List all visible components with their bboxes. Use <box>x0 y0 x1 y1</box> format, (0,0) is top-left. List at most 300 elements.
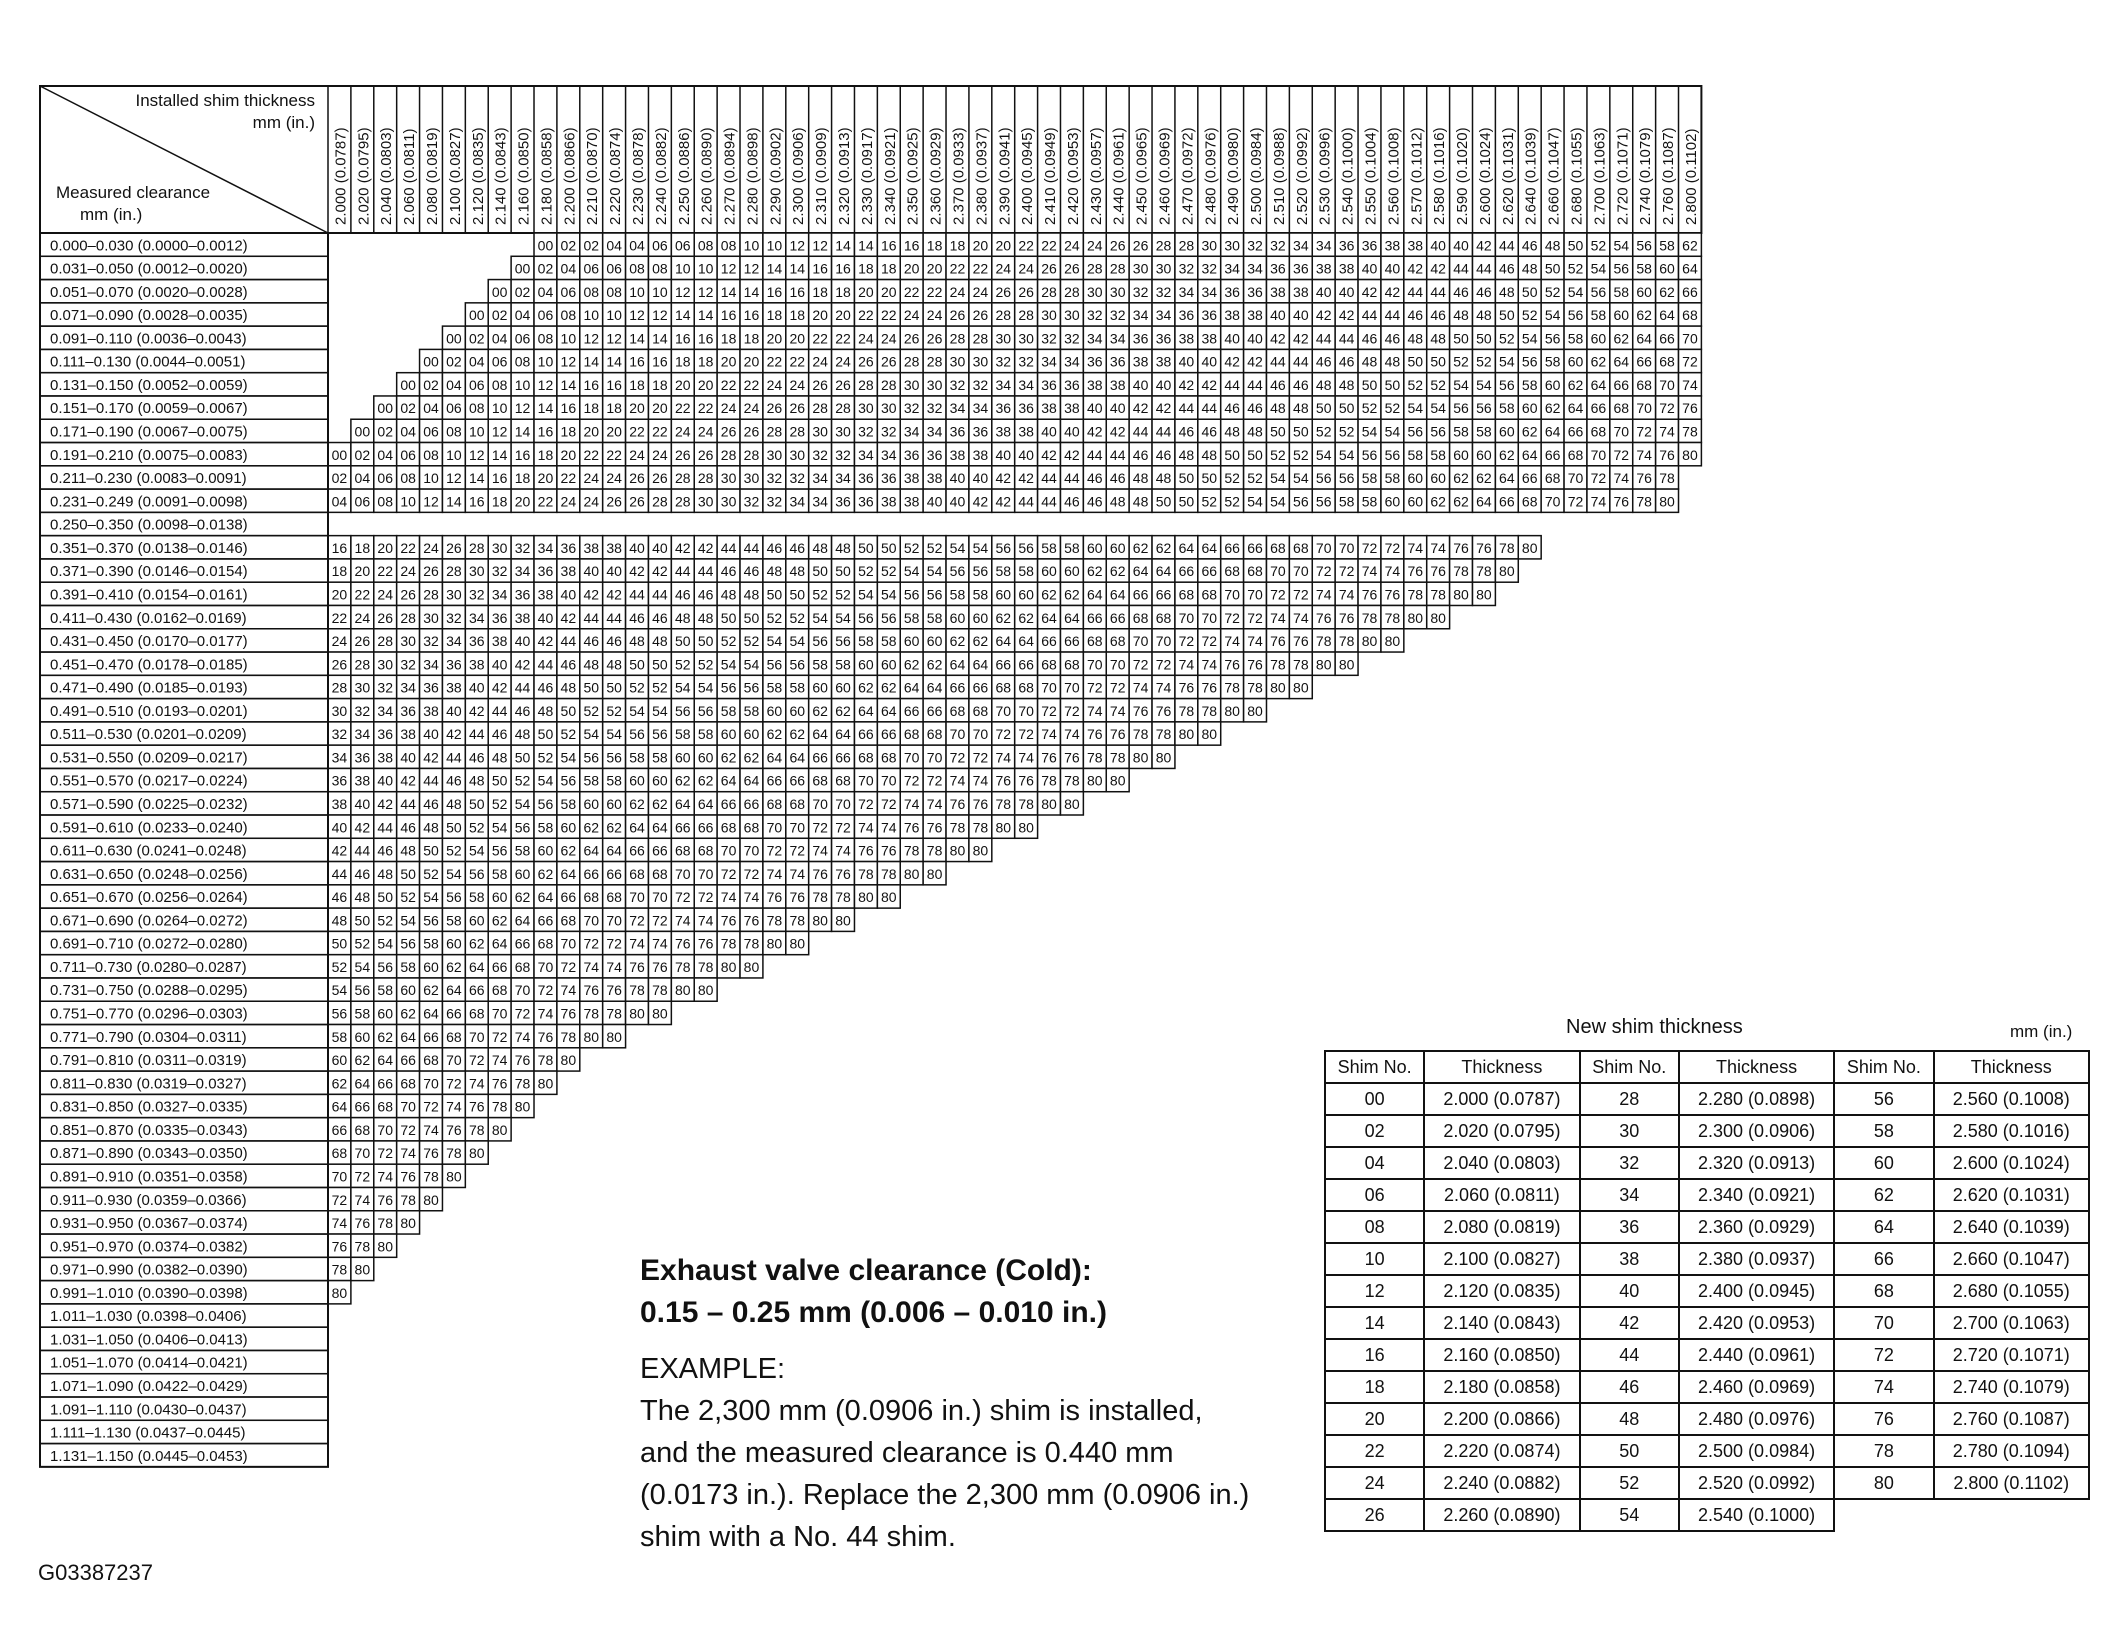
shim-number: 66 <box>1521 470 1538 487</box>
shim-number: 52 <box>446 842 462 859</box>
shim-number: 68 <box>743 819 760 836</box>
shim-thickness-cell: 2.320 (0.0913) <box>1679 1147 1834 1179</box>
shim-number: 48 <box>1430 330 1446 347</box>
shim-number: 66 <box>1087 609 1103 626</box>
shim-number: 28 <box>1087 260 1103 277</box>
shim-number: 50 <box>858 539 874 556</box>
shim-number: 56 <box>514 819 531 836</box>
shim-thickness-cell: 2.340 (0.0921) <box>1679 1179 1834 1211</box>
shim-number: 24 <box>766 376 783 393</box>
shim-number: 66 <box>812 749 828 766</box>
shim-number: 32 <box>468 586 485 603</box>
shim-number: 48 <box>1521 260 1538 277</box>
shim-number: 54 <box>812 609 828 626</box>
shim-number: 14 <box>652 330 668 347</box>
shim-number: 78 <box>675 958 691 975</box>
shim-number: 16 <box>652 353 668 370</box>
shim-number: 50 <box>629 656 645 673</box>
shim-number: 26 <box>743 423 760 440</box>
installed-thickness-label: 2.160 (0.0850) <box>515 127 533 225</box>
shim-number: 72 <box>881 796 897 812</box>
shim-thickness-cell: 2.620 (0.1031) <box>1934 1179 2090 1211</box>
shim-number: 00 <box>446 330 462 347</box>
shim-number: 72 <box>903 772 920 789</box>
shim-number: 26 <box>949 307 966 324</box>
shim-number: 60 <box>697 749 714 766</box>
shim-number: 40 <box>629 539 645 556</box>
installed-thickness-label: 2.120 (0.0835) <box>469 127 487 225</box>
shim-number: 52 <box>1384 400 1401 417</box>
shim-number: 74 <box>583 958 600 975</box>
shim-number: 26 <box>675 446 691 463</box>
shim-number: 78 <box>400 1191 416 1208</box>
shim-number: 68 <box>903 726 920 743</box>
shim-number: 68 <box>972 702 989 719</box>
shim-number: 32 <box>377 679 394 696</box>
installed-thickness-label: 2.480 (0.0976) <box>1202 127 1220 225</box>
shim-number: 70 <box>1018 702 1034 719</box>
shim-number: 62 <box>423 982 439 999</box>
shim-number: 70 <box>560 935 577 952</box>
shim-number: 12 <box>697 283 714 300</box>
shim-number: 78 <box>881 865 897 882</box>
installed-thickness-label: 2.520 (0.0992) <box>1293 127 1311 225</box>
shim-number: 34 <box>1315 237 1332 254</box>
shim-number: 38 <box>1109 376 1126 393</box>
shim-number: 14 <box>743 283 760 300</box>
installed-shim-label: Installed shim thickness <box>135 91 315 110</box>
shim-number: 74 <box>1430 539 1446 556</box>
shim-number: 24 <box>812 353 828 370</box>
shim-number: 22 <box>331 609 348 626</box>
shim-number: 76 <box>858 842 874 859</box>
shim-number: 24 <box>881 330 897 347</box>
installed-thickness-label: 2.500 (0.0984) <box>1248 127 1266 225</box>
shim-number: 50 <box>1293 423 1309 440</box>
shim-number: 68 <box>926 726 943 743</box>
shim-number: 64 <box>766 749 783 766</box>
shim-number: 46 <box>1521 237 1538 254</box>
clearance-range-label: 1.031–1.050 (0.0406–0.0413) <box>50 1331 248 1349</box>
shim-number: 46 <box>1155 446 1172 463</box>
shim-number: 20 <box>331 586 348 603</box>
shim-number: 60 <box>606 796 622 812</box>
shim-number: 06 <box>468 376 485 393</box>
shim-no-cell: 44 <box>1580 1339 1679 1371</box>
shim-number: 80 <box>949 842 966 859</box>
shim-number: 50 <box>789 586 806 603</box>
shim-number: 60 <box>652 772 668 789</box>
shim-number: 04 <box>400 423 416 440</box>
shim-number: 42 <box>514 656 531 673</box>
shim-number: 74 <box>1384 563 1401 580</box>
shim-number: 68 <box>1636 376 1652 393</box>
shim-number: 04 <box>423 400 439 417</box>
shim-no-cell: 16 <box>1325 1339 1424 1371</box>
shim-number: 32 <box>812 446 828 463</box>
shim-number: 50 <box>606 679 622 696</box>
shim-number: 42 <box>675 539 691 556</box>
shim-number: 62 <box>331 1075 348 1092</box>
shim-number: 52 <box>468 819 485 836</box>
shim-number: 34 <box>377 702 394 719</box>
shim-number: 24 <box>926 307 943 324</box>
installed-thickness-label: 2.490 (0.0980) <box>1225 127 1243 225</box>
shim-number: 78 <box>1109 749 1126 766</box>
shim-number: 38 <box>1384 237 1401 254</box>
shim-number: 72 <box>1247 609 1263 626</box>
shim-number: 48 <box>720 586 737 603</box>
shim-number: 36 <box>1064 376 1080 393</box>
shim-number: 60 <box>629 772 645 789</box>
shim-number: 80 <box>1155 749 1172 766</box>
shim-number: 78 <box>560 1028 577 1045</box>
shim-number: 56 <box>1315 493 1332 510</box>
shim-number: 76 <box>1064 749 1080 766</box>
shim-number: 58 <box>697 726 714 743</box>
shim-number: 74 <box>1224 633 1240 650</box>
shim-number: 58 <box>629 749 645 766</box>
clearance-range-label: 0.891–0.910 (0.0351–0.0358) <box>50 1168 248 1186</box>
shim-number: 64 <box>1064 609 1080 626</box>
shim-number: 04 <box>606 237 622 254</box>
shim-number: 32 <box>1109 307 1126 324</box>
shim-number: 40 <box>1247 330 1263 347</box>
shim-number: 50 <box>1384 376 1401 393</box>
shim-number: 68 <box>560 912 577 929</box>
shim-number: 48 <box>835 539 851 556</box>
shim-number: 26 <box>812 376 828 393</box>
shim-number: 22 <box>972 260 989 277</box>
shim-number: 62 <box>720 749 737 766</box>
clearance-range-label: 0.031–0.050 (0.0012–0.0020) <box>50 260 248 278</box>
shim-number: 12 <box>514 400 531 417</box>
shim-number: 74 <box>1590 493 1607 510</box>
shim-number: 78 <box>1384 609 1401 626</box>
shim-number: 70 <box>491 1005 508 1022</box>
shim-number: 52 <box>858 563 874 580</box>
shim-number: 58 <box>377 982 394 999</box>
shim-number: 68 <box>331 1145 348 1162</box>
shim-number: 32 <box>354 702 371 719</box>
installed-thickness-label: 2.600 (0.1024) <box>1476 127 1494 225</box>
shim-number: 68 <box>1567 446 1584 463</box>
shim-number: 16 <box>629 353 645 370</box>
shim-number: 48 <box>1224 423 1240 440</box>
shim-number: 52 <box>1224 493 1240 510</box>
clearance-range-label: 0.811–0.830 (0.0319–0.0327) <box>50 1075 247 1093</box>
shim-number: 64 <box>789 749 806 766</box>
shim-number: 38 <box>491 633 508 650</box>
shim-number: 64 <box>1087 586 1103 603</box>
shim-number: 18 <box>491 493 508 510</box>
shim-number: 64 <box>835 726 851 743</box>
shim-number: 56 <box>354 982 371 999</box>
shim-number: 14 <box>583 353 600 370</box>
shim-number: 68 <box>377 1098 394 1115</box>
shim-number: 40 <box>1315 283 1332 300</box>
shim-number: 24 <box>583 493 600 510</box>
shim-number: 38 <box>583 539 600 556</box>
shim-number: 36 <box>1338 237 1355 254</box>
shim-number: 60 <box>400 982 416 999</box>
shim-number: 48 <box>1544 237 1561 254</box>
shim-number: 38 <box>1018 423 1034 440</box>
shim-number: 22 <box>629 423 645 440</box>
shim-number: 12 <box>789 237 806 254</box>
shim-number: 56 <box>858 609 874 626</box>
shim-number: 46 <box>1270 376 1286 393</box>
shim-number: 64 <box>926 679 943 696</box>
shim-number: 36 <box>881 470 897 487</box>
shim-number: 68 <box>1521 493 1538 510</box>
shim-number: 46 <box>1109 470 1126 487</box>
shim-number: 28 <box>1109 260 1126 277</box>
shim-number: 38 <box>903 470 920 487</box>
shim-number: 10 <box>446 446 462 463</box>
shim-number: 34 <box>491 586 508 603</box>
shim-number: 06 <box>446 400 462 417</box>
shim-number: 62 <box>354 1052 371 1069</box>
shim-number: 72 <box>1155 656 1172 673</box>
shim-number: 56 <box>1018 539 1034 556</box>
shim-number: 46 <box>675 586 691 603</box>
shim-number: 58 <box>423 935 439 952</box>
shim-number: 80 <box>835 912 851 929</box>
shim-number: 08 <box>560 307 577 324</box>
shim-number: 58 <box>1361 470 1378 487</box>
shim-number: 38 <box>514 609 531 626</box>
shim-number: 70 <box>1087 656 1103 673</box>
shim-number: 52 <box>491 796 508 812</box>
shim-number: 76 <box>1270 633 1286 650</box>
shim-number: 36 <box>331 772 348 789</box>
shim-number: 66 <box>766 772 783 789</box>
shim-number: 78 <box>972 819 989 836</box>
shim-number: 12 <box>468 446 485 463</box>
new-shim-thickness-table <box>1324 1050 2090 1532</box>
shim-number: 26 <box>858 353 874 370</box>
shim-number: 36 <box>423 679 439 696</box>
shim-number: 62 <box>766 726 783 743</box>
shim-number: 46 <box>1315 353 1332 370</box>
exhaust-clearance-note <box>640 1250 1320 1334</box>
shim-number: 68 <box>354 1121 371 1138</box>
shim-number: 36 <box>1087 353 1103 370</box>
shim-number: 66 <box>743 796 760 812</box>
shim-number: 76 <box>1178 679 1195 696</box>
shim-number: 48 <box>468 772 485 789</box>
shim-number: 58 <box>514 842 531 859</box>
shim-number: 62 <box>1453 493 1469 510</box>
clearance-range-label: 0.051–0.070 (0.0020–0.0028) <box>50 283 248 301</box>
shim-number: 36 <box>560 539 577 556</box>
shim-number: 66 <box>560 889 577 906</box>
shim-number: 40 <box>1224 330 1240 347</box>
shim-number: 58 <box>972 586 989 603</box>
shim-number: 78 <box>331 1261 348 1278</box>
shim-number: 00 <box>468 307 485 324</box>
clearance-range-label: 1.071–1.090 (0.0422–0.0429) <box>50 1378 248 1395</box>
note-title-line2: 0.15 – 0.25 mm (0.006 – 0.010 in.) <box>640 1296 1107 1329</box>
shim-number: 54 <box>1430 400 1446 417</box>
shim-number: 66 <box>1132 586 1149 603</box>
shim-number: 10 <box>652 283 668 300</box>
shim-number: 28 <box>903 353 920 370</box>
shim-no-cell: 12 <box>1325 1275 1424 1307</box>
shim-number: 80 <box>1659 493 1675 510</box>
shim-number: 50 <box>1224 446 1240 463</box>
shim-number: 78 <box>1064 772 1080 789</box>
shim-number: 76 <box>766 889 783 906</box>
shim-number: 68 <box>1682 307 1698 324</box>
shim-number: 78 <box>743 935 760 952</box>
shim-table-row <box>1325 1339 2089 1371</box>
shim-number: 30 <box>995 330 1012 347</box>
shim-number: 02 <box>423 376 439 393</box>
shim-number: 70 <box>881 772 897 789</box>
shim-number: 52 <box>1293 446 1309 463</box>
shim-number: 52 <box>1453 353 1469 370</box>
shim-number: 56 <box>1453 400 1469 417</box>
shim-number: 32 <box>881 423 897 440</box>
installed-thickness-label: 2.180 (0.0858) <box>538 127 556 225</box>
shim-number: 52 <box>697 656 714 673</box>
shim-thickness-cell: 2.060 (0.0811) <box>1424 1179 1579 1211</box>
shim-number: 20 <box>789 330 806 347</box>
shim-number: 76 <box>881 842 897 859</box>
shim-number: 34 <box>446 633 462 650</box>
shim-number: 78 <box>1018 796 1034 812</box>
shim-number: 50 <box>1544 260 1561 277</box>
shim-number: 38 <box>560 563 577 580</box>
shim-number: 66 <box>1018 656 1034 673</box>
shim-number: 16 <box>743 307 760 324</box>
shim-number: 22 <box>766 353 783 370</box>
shim-number: 80 <box>400 1215 416 1232</box>
shim-number: 52 <box>1247 470 1263 487</box>
shim-number: 70 <box>1270 563 1286 580</box>
shim-number: 18 <box>629 376 645 393</box>
shim-number: 24 <box>423 539 439 556</box>
shim-number: 46 <box>1087 470 1103 487</box>
shim-number: 58 <box>1476 423 1492 440</box>
shim-number: 76 <box>331 1238 348 1255</box>
shim-number: 50 <box>1361 376 1378 393</box>
shim-number: 56 <box>766 656 783 673</box>
shim-number: 80 <box>514 1098 531 1115</box>
shim-number: 00 <box>400 376 416 393</box>
shim-number: 76 <box>1407 563 1424 580</box>
shim-number: 78 <box>835 889 851 906</box>
shim-number: 68 <box>629 865 645 882</box>
shim-number: 32 <box>1270 237 1286 254</box>
shim-number: 62 <box>1636 307 1652 324</box>
shim-number: 58 <box>1521 376 1538 393</box>
shim-number: 40 <box>1155 376 1172 393</box>
shim-number: 72 <box>697 889 714 906</box>
shim-number: 62 <box>560 842 577 859</box>
shim-number: 70 <box>858 772 874 789</box>
shim-no-cell: 50 <box>1580 1435 1679 1467</box>
shim-number: 42 <box>354 819 371 836</box>
installed-thickness-label: 2.330 (0.0917) <box>858 127 876 225</box>
shim-number: 76 <box>789 889 806 906</box>
shim-number: 72 <box>743 865 760 882</box>
shim-number: 50 <box>1407 353 1424 370</box>
shim-number: 02 <box>560 237 577 254</box>
shim-number: 42 <box>400 772 416 789</box>
shim-number: 06 <box>537 307 554 324</box>
shim-number: 58 <box>743 702 760 719</box>
shim-number: 60 <box>1590 330 1607 347</box>
shim-number: 64 <box>1682 260 1698 277</box>
installed-thickness-label: 2.350 (0.0925) <box>904 127 922 225</box>
shim-number: 38 <box>1407 237 1424 254</box>
shim-number: 28 <box>331 679 348 696</box>
shim-number: 28 <box>652 493 668 510</box>
shim-number: 42 <box>1224 353 1240 370</box>
shim-number: 58 <box>789 679 806 696</box>
shim-number: 46 <box>1338 353 1355 370</box>
shim-number: 38 <box>1155 353 1172 370</box>
shim-number: 62 <box>1041 586 1057 603</box>
shim-number: 30 <box>423 609 439 626</box>
shim-number: 28 <box>743 446 760 463</box>
shim-number: 36 <box>903 446 920 463</box>
clearance-range-label: 0.471–0.490 (0.0185–0.0193) <box>50 679 248 697</box>
shim-number: 00 <box>491 283 508 300</box>
shim-number: 56 <box>331 1005 348 1022</box>
shim-number: 32 <box>835 446 851 463</box>
shim-number: 62 <box>949 633 966 650</box>
clearance-range-label: 0.091–0.110 (0.0036–0.0043) <box>50 330 247 348</box>
shim-number: 80 <box>652 1005 668 1022</box>
shim-number: 68 <box>1270 539 1286 556</box>
shim-number: 30 <box>766 446 783 463</box>
shim-number: 58 <box>675 726 691 743</box>
shim-number: 10 <box>675 260 691 277</box>
shim-number: 30 <box>949 353 966 370</box>
shim-number: 76 <box>354 1215 371 1232</box>
shim-number: 44 <box>1064 470 1080 487</box>
shim-number: 54 <box>446 865 462 882</box>
shim-number: 80 <box>881 889 897 906</box>
shim-number: 40 <box>446 702 462 719</box>
shim-thickness-cell: 2.460 (0.0969) <box>1679 1371 1834 1403</box>
shim-number: 18 <box>720 330 737 347</box>
shim-number: 78 <box>1407 586 1424 603</box>
shim-thickness-cell: 2.800 (0.1102) <box>1934 1467 2090 1499</box>
measured-unit-label: mm (in.) <box>80 205 143 224</box>
shim-number: 66 <box>1567 423 1584 440</box>
shim-number: 72 <box>652 912 668 929</box>
shim-number: 72 <box>491 1028 508 1045</box>
shim-number: 68 <box>1018 679 1034 696</box>
shim-number: 10 <box>560 330 577 347</box>
shim-number: 60 <box>1521 400 1538 417</box>
shim-number: 36 <box>1109 353 1126 370</box>
shim-number: 52 <box>881 563 897 580</box>
shim-number: 78 <box>514 1075 531 1092</box>
shim-number: 60 <box>446 935 462 952</box>
shim-number: 64 <box>560 865 577 882</box>
shim-number: 50 <box>652 656 668 673</box>
clearance-range-label: 0.491–0.510 (0.0193–0.0201) <box>50 702 248 720</box>
shim-number: 58 <box>1636 260 1652 277</box>
shim-number: 76 <box>743 912 760 929</box>
shim-number: 08 <box>491 376 508 393</box>
